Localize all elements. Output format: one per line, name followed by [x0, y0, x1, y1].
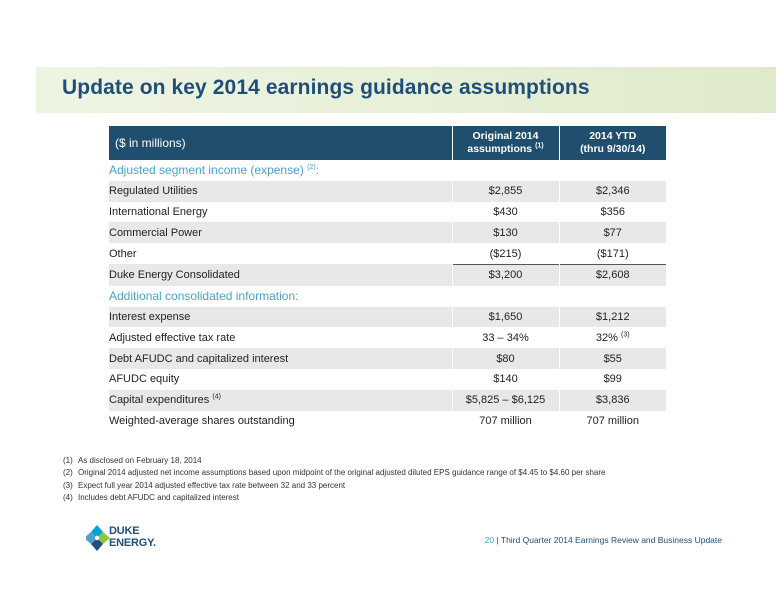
guidance-table [109, 126, 666, 431]
section-label-segment-income [109, 160, 452, 181]
table-row [109, 181, 666, 202]
row-original: $140 [452, 369, 559, 390]
footer-separator: | [496, 535, 499, 545]
row-ytd: $99 [559, 369, 666, 390]
row-ytd: $3,836 [559, 390, 666, 411]
row-ytd-value: 32% [595, 331, 618, 344]
footnote-num: (4) [63, 492, 73, 502]
row-label-ref: (4) [212, 393, 221, 401]
footnote-num: (1) [63, 456, 73, 465]
table-row [109, 327, 666, 348]
table-row [109, 369, 666, 390]
footnote [63, 480, 605, 492]
section-header-row [109, 160, 666, 181]
row-original: $2,855 [452, 181, 559, 202]
row-label: Debt AFUDC and capitalized interest [109, 348, 452, 369]
row-ytd: $55 [559, 348, 666, 369]
table-row [109, 411, 666, 432]
header-original-ref: (1) [535, 142, 544, 150]
table-row [109, 307, 666, 328]
section-label-text: Adjusted segment income (expense) [109, 163, 304, 178]
row-original: 707 million [452, 411, 559, 432]
footer-text: Third Quarter 2014 Earnings Review and Business Update [500, 535, 722, 545]
header-label: ($ in millions) [109, 126, 452, 160]
header-ytd [559, 126, 666, 160]
footnote-num: (3) [63, 480, 73, 490]
row-original: $130 [452, 222, 559, 243]
row-label: Duke Energy Consolidated [109, 264, 452, 285]
footnote [63, 467, 605, 479]
footnotes [63, 455, 605, 504]
header-ytd-line2: (thru 9/30/14) [580, 143, 646, 155]
row-ytd: $2,608 [559, 264, 666, 285]
row-ytd: $356 [559, 202, 666, 223]
table-row [109, 222, 666, 243]
page-number: 20 [484, 535, 495, 545]
footnote-text: Includes debt AFUDC and capitalized interest [78, 492, 239, 502]
row-original: $5,825 – $6,125 [452, 390, 559, 411]
table-row [109, 243, 666, 264]
table-row-total [109, 264, 666, 285]
row-ytd: ($171) [559, 243, 666, 264]
footnote-text: Expect full year 2014 adjusted effective tax rate between 32 and 33 percent [78, 480, 346, 490]
footnote-num: (2) [63, 468, 73, 478]
row-label-with-ref [109, 390, 452, 411]
row-original: ($215) [452, 243, 559, 264]
header-original-line1: Original 2014 [472, 130, 539, 142]
footnote [63, 492, 605, 504]
section-label-additional-info: Additional consolidated information: [109, 286, 452, 307]
row-label-text: Capital expenditures [109, 394, 210, 407]
row-original: $80 [452, 348, 559, 369]
row-label: AFUDC equity [109, 369, 452, 390]
header-ytd-line1: 2014 YTD [589, 130, 637, 142]
table-row [109, 390, 666, 411]
row-original: 33 – 34% [452, 327, 559, 348]
table-row [109, 348, 666, 369]
row-ytd: $1,212 [559, 307, 666, 328]
table-header-row [109, 126, 666, 160]
logo-line2: ENERGY. [109, 537, 156, 549]
row-label: Interest expense [109, 307, 452, 328]
row-ytd: $77 [559, 222, 666, 243]
row-label: Weighted-average shares outstanding [109, 411, 452, 432]
logo-line1: DUKE [109, 525, 140, 537]
table-row [109, 202, 666, 223]
footnote [63, 455, 605, 467]
row-original: $430 [452, 202, 559, 223]
row-ytd [559, 327, 666, 348]
row-label: Other [109, 243, 452, 264]
row-ytd: $2,346 [559, 181, 666, 202]
section-label-suffix: : [315, 163, 320, 178]
header-original [452, 126, 559, 160]
row-original: $3,200 [452, 264, 559, 285]
footnote-text: Original 2014 adjusted net income assumptions based upon midpoint of the original adjusted diluted EPS guidance range of $4.45 to $4.60 per share [78, 468, 606, 478]
row-label: International Energy [109, 202, 452, 223]
header-original-line2: assumptions [467, 143, 533, 155]
row-label: Regulated Utilities [109, 181, 452, 202]
page-title: Update on key 2014 earnings guidance assumptions [62, 76, 590, 99]
row-ytd-ref: (3) [621, 331, 630, 339]
duke-energy-logo-text [109, 525, 156, 549]
section-label-ref: (2) [307, 164, 316, 172]
row-label: Adjusted effective tax rate [109, 327, 452, 348]
footer [485, 535, 722, 545]
row-ytd: 707 million [559, 411, 666, 432]
row-label: Commercial Power [109, 222, 452, 243]
row-original: $1,650 [452, 307, 559, 328]
section-header-row [109, 286, 666, 307]
footnote-text: As disclosed on February 18, 2014 [78, 456, 202, 465]
